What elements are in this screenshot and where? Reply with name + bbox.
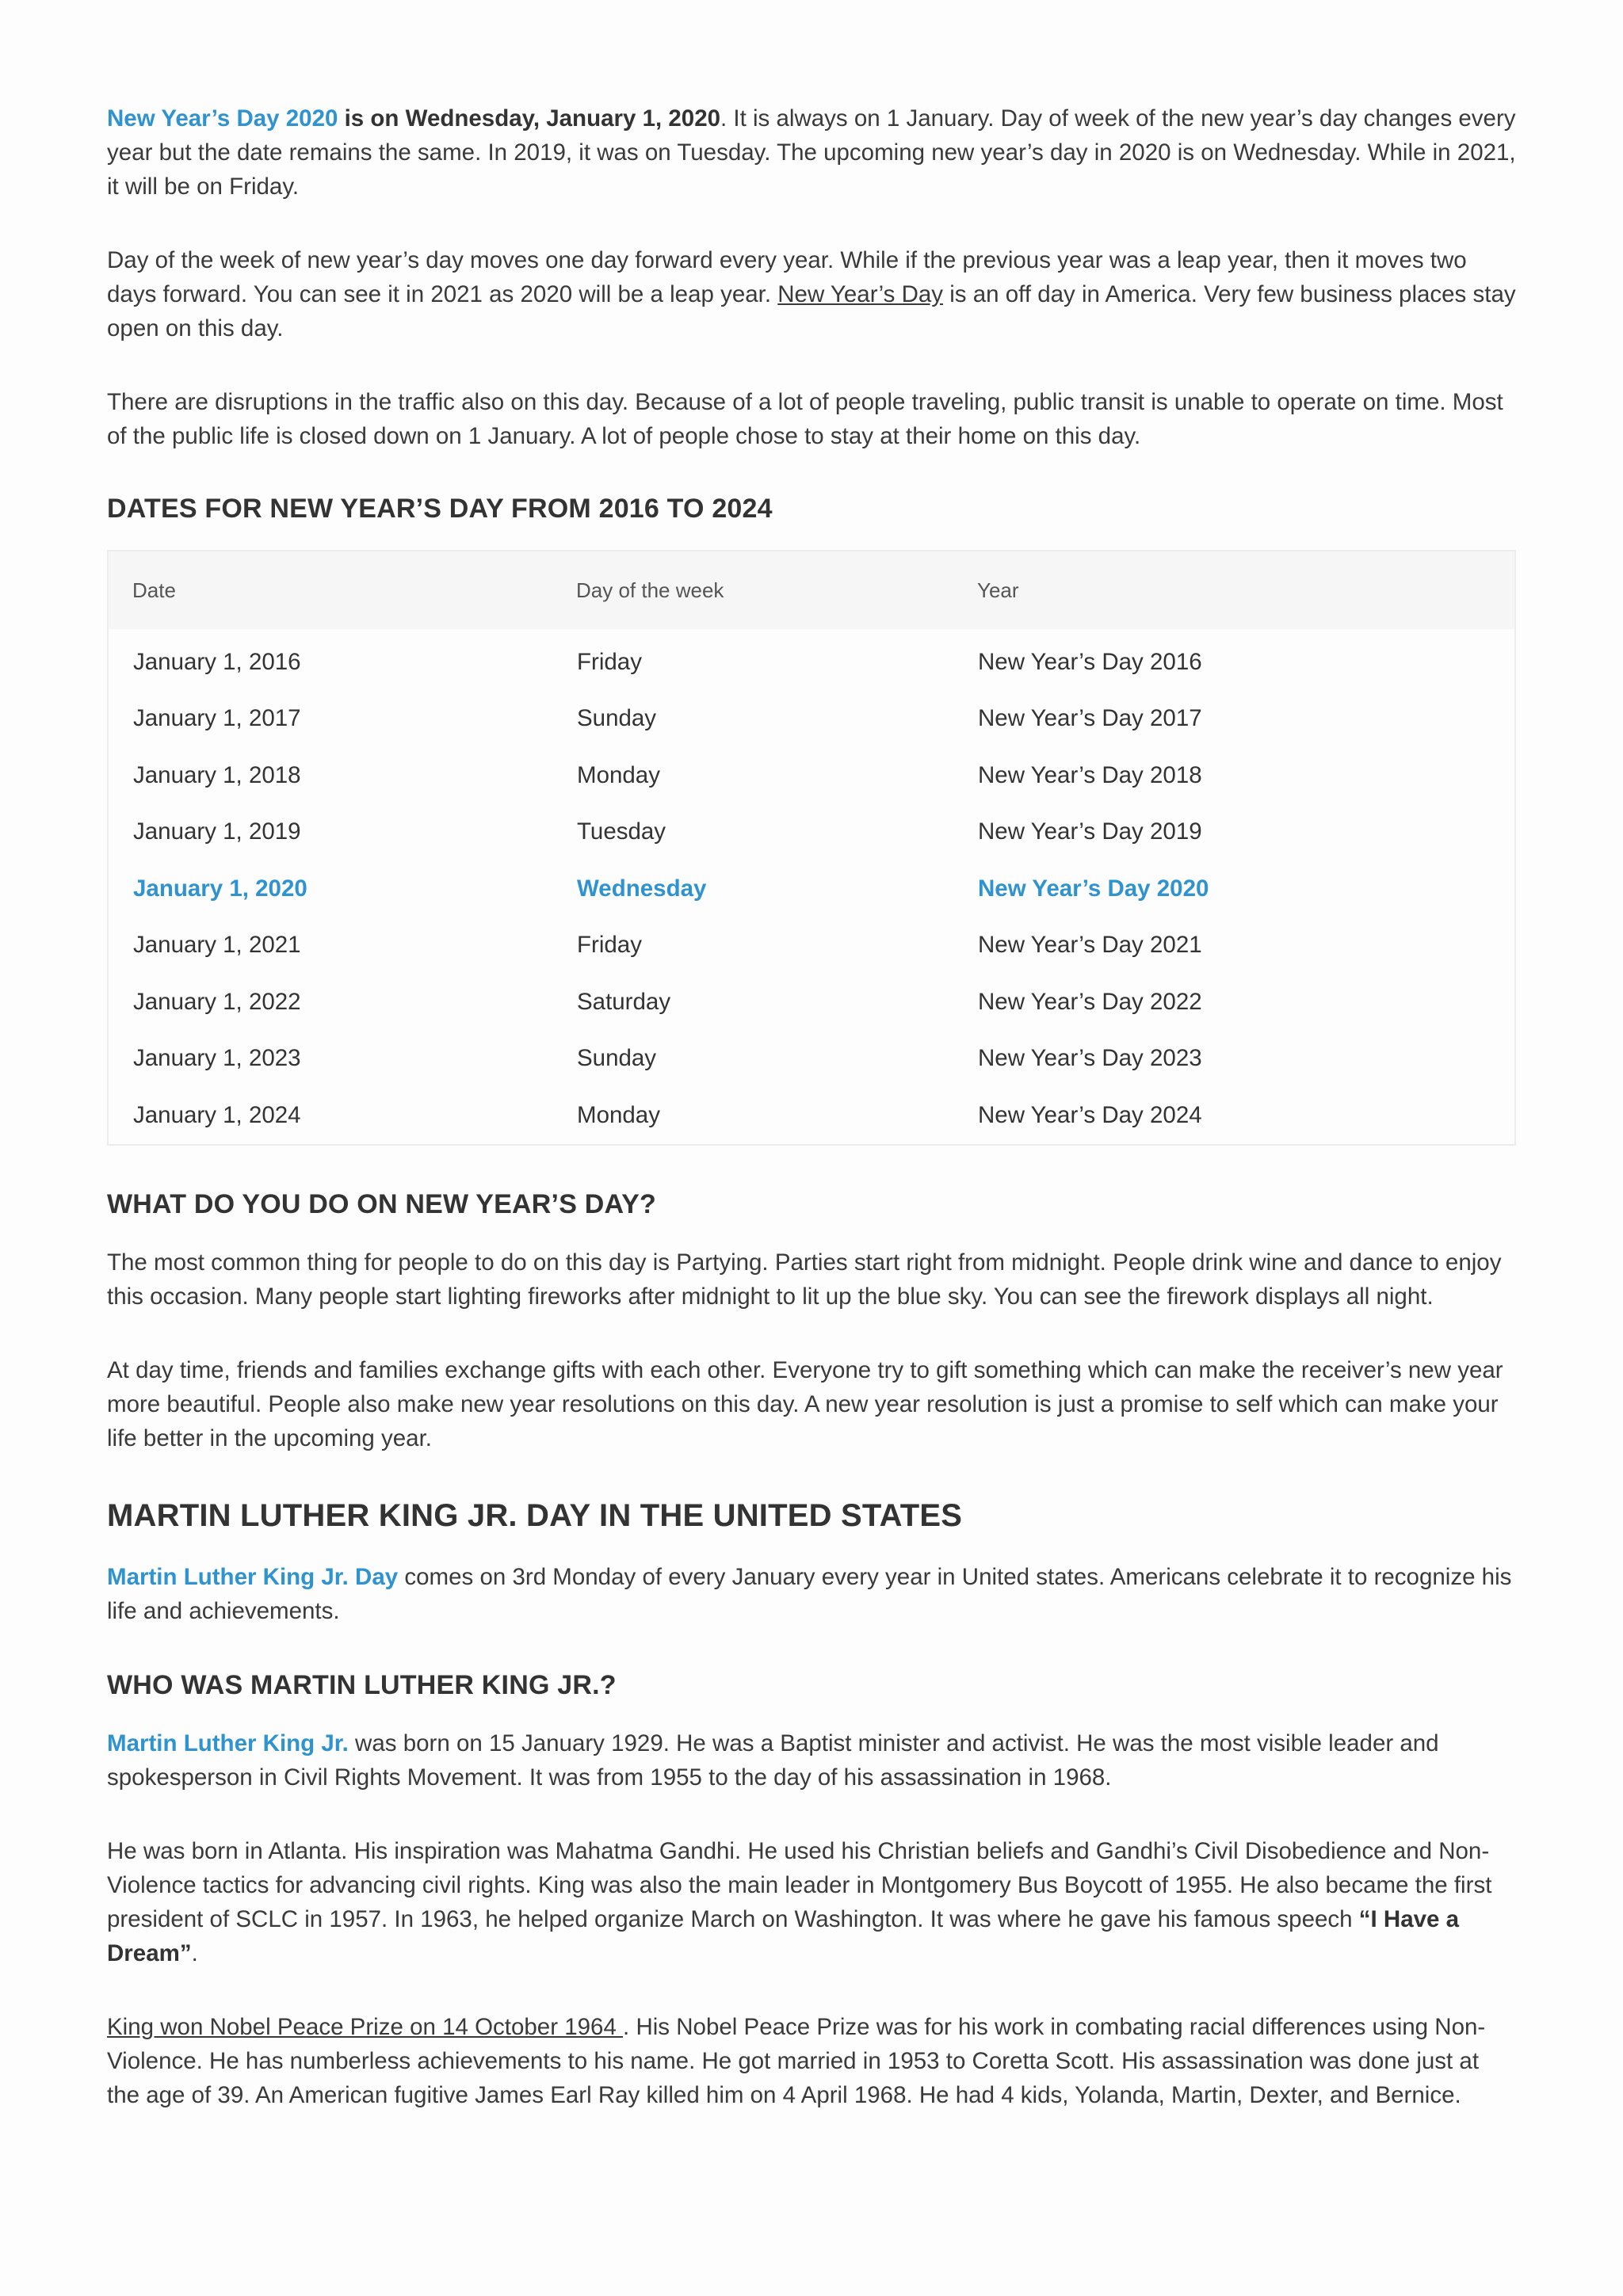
date-cell: January 1, 2016 <box>133 648 301 675</box>
who-text: He was born in Atlanta. His inspiration was Mahatma Gandhi. He used his Christian beliefs and Gandhi’s Civil Disobedience and Non-Violence tactics for advancing civil rights. King was also the main leader in Montgomery Bus Boycott of 1955. He also became the first president of SCLC in 1957. In 1963, he helped organize March on Washington. It was where he gave his famous speech <box>107 1837 1492 1932</box>
new-years-day-link[interactable]: New Year’s Day <box>777 281 944 307</box>
page-bottom-fade <box>0 2195 1623 2296</box>
what-paragraph-2: At day time, friends and families exchange gifts with each other. Everyone try to gift something which can make the receiver’s new year more beautiful. People also make new year resolutions on this day. A new year resolution is just a promise to self which can make your life better in the upcoming year. <box>107 1356 1503 1451</box>
who-paragraph-1 <box>107 1726 1516 1794</box>
intro-paragraph-2 <box>107 243 1516 345</box>
mlk-day-link[interactable]: Martin Luther King Jr. Day <box>107 1563 399 1590</box>
date-cell: January 1, 2021 <box>133 932 301 959</box>
weekday-cell: Tuesday <box>577 818 666 845</box>
column-header-date: Date <box>132 578 176 602</box>
year-cell: New Year’s Day 2017 <box>978 705 1202 732</box>
column-header-year: Year <box>977 578 1019 602</box>
year-cell: New Year’s Day 2021 <box>978 932 1202 959</box>
table-row <box>108 1031 1515 1088</box>
table-row-highlighted <box>108 860 1515 917</box>
table-row <box>108 917 1515 974</box>
who-text: . <box>191 1939 198 1966</box>
article-content <box>107 101 1516 2152</box>
weekday-cell: Friday <box>577 932 642 959</box>
nobel-prize-link[interactable]: King won Nobel Peace Prize on 14 October 1964 <box>107 2013 624 2040</box>
year-cell: New Year’s Day 2016 <box>978 648 1202 675</box>
date-cell: January 1, 2020 <box>133 875 307 902</box>
table-row <box>108 974 1515 1031</box>
table-row <box>108 629 1515 691</box>
weekday-cell: Wednesday <box>577 875 707 902</box>
who-text: was born on 15 January 1929. He was a Baptist minister and activist. He was the most visible leader and spokesperson in Civil Rights Movement. It was from 1955 to the day of his assassination in 1968. <box>107 1730 1439 1791</box>
date-cell: January 1, 2018 <box>133 761 301 788</box>
weekday-cell: Friday <box>577 648 642 675</box>
what-paragraph-1: The most common thing for people to do on this day is Partying. Parties start right from midnight. People drink wine and dance to enjoy this occasion. Many people start lighting fireworks after midnight to lit up the blue sky. You can see the firework displays all night. <box>107 1249 1502 1310</box>
weekday-cell: Sunday <box>577 1045 657 1072</box>
table-row <box>108 804 1515 861</box>
intro-paragraph-1 <box>107 101 1516 204</box>
who-heading: WHO WAS MARTIN LUTHER KING JR.? <box>107 1669 617 1700</box>
dates-heading: DATES FOR NEW YEAR’S DAY FROM 2016 TO 2024 <box>107 494 773 524</box>
column-header-day: Day of the week <box>576 578 724 602</box>
table-header-row <box>108 551 1515 629</box>
table-row <box>108 691 1515 748</box>
date-cell: January 1, 2022 <box>133 988 301 1015</box>
year-cell: New Year’s Day 2022 <box>978 988 1202 1015</box>
weekday-cell: Sunday <box>577 705 657 732</box>
who-paragraph-2 <box>107 1834 1516 1970</box>
intro-text: . It is always on 1 January. Day of week of the new year’s day changes every year but the date remains the same. In 2019, it was on Tuesday. The upcoming new year’s day in 2020 is on Wednesday. While in 2021, it will be on Friday. <box>107 105 1516 200</box>
intro-text: Day of the week of new year’s day moves one day forward every year. While if the previous year was a leap year, then it moves two days forward. You can see it in 2021 as 2020 will be a leap year. <box>107 247 1467 307</box>
mlk-heading: MARTIN LUTHER KING JR. DAY IN THE UNITED STATES <box>107 1497 963 1533</box>
year-cell: New Year’s Day 2020 <box>978 875 1209 902</box>
intro-paragraph-3: There are disruptions in the traffic also on this day. Because of a lot of people traveling, public transit is unable to operate on time. Most of the public life is closed down on 1 January. A lot of people chose to stay at their home on this day. <box>107 389 1503 449</box>
speech-title: “I Have a Dream” <box>107 1905 1460 1966</box>
intro-bold-date: is on Wednesday, January 1, 2020 <box>338 105 721 132</box>
date-cell: January 1, 2023 <box>133 1045 301 1072</box>
dates-table <box>107 550 1516 1146</box>
weekday-cell: Monday <box>577 761 660 788</box>
year-cell: New Year’s Day 2018 <box>978 761 1202 788</box>
new-years-day-2020-link[interactable]: New Year’s Day 2020 <box>107 105 338 132</box>
weekday-cell: Saturday <box>577 988 671 1015</box>
intro-text: is an off day in America. Very few business places stay open on this day. <box>107 281 1516 341</box>
who-paragraph-3 <box>107 2010 1516 2112</box>
table-body <box>108 629 1515 1145</box>
what-heading: WHAT DO YOU DO ON NEW YEAR’S DAY? <box>107 1188 656 1219</box>
date-cell: January 1, 2017 <box>133 705 301 732</box>
who-text: . His Nobel Peace Prize was for his work in combating racial differences using Non-Violence. He has numberless achievements to his name. He got married in 1953 to Coretta Scott. His assassination was done just at the age of 39. An American fugitive James Earl Ray killed him on 4 April 1968. He had 4 kids, Yolanda, Martin, Dexter, and Bernice. <box>107 2013 1486 2108</box>
weekday-cell: Monday <box>577 1101 660 1128</box>
mlk-link[interactable]: Martin Luther King Jr. <box>107 1730 349 1756</box>
year-cell: New Year’s Day 2023 <box>978 1045 1202 1072</box>
year-cell: New Year’s Day 2024 <box>978 1101 1202 1128</box>
date-cell: January 1, 2019 <box>133 818 301 845</box>
date-cell: January 1, 2024 <box>133 1101 301 1128</box>
mlk-text: comes on 3rd Monday of every January every year in United states. Americans celebrate it to recognize his life and achievements. <box>107 1563 1512 1624</box>
mlk-paragraph <box>107 1560 1516 1628</box>
table-row <box>108 747 1515 804</box>
year-cell: New Year’s Day 2019 <box>978 818 1202 845</box>
table-row <box>108 1087 1515 1145</box>
